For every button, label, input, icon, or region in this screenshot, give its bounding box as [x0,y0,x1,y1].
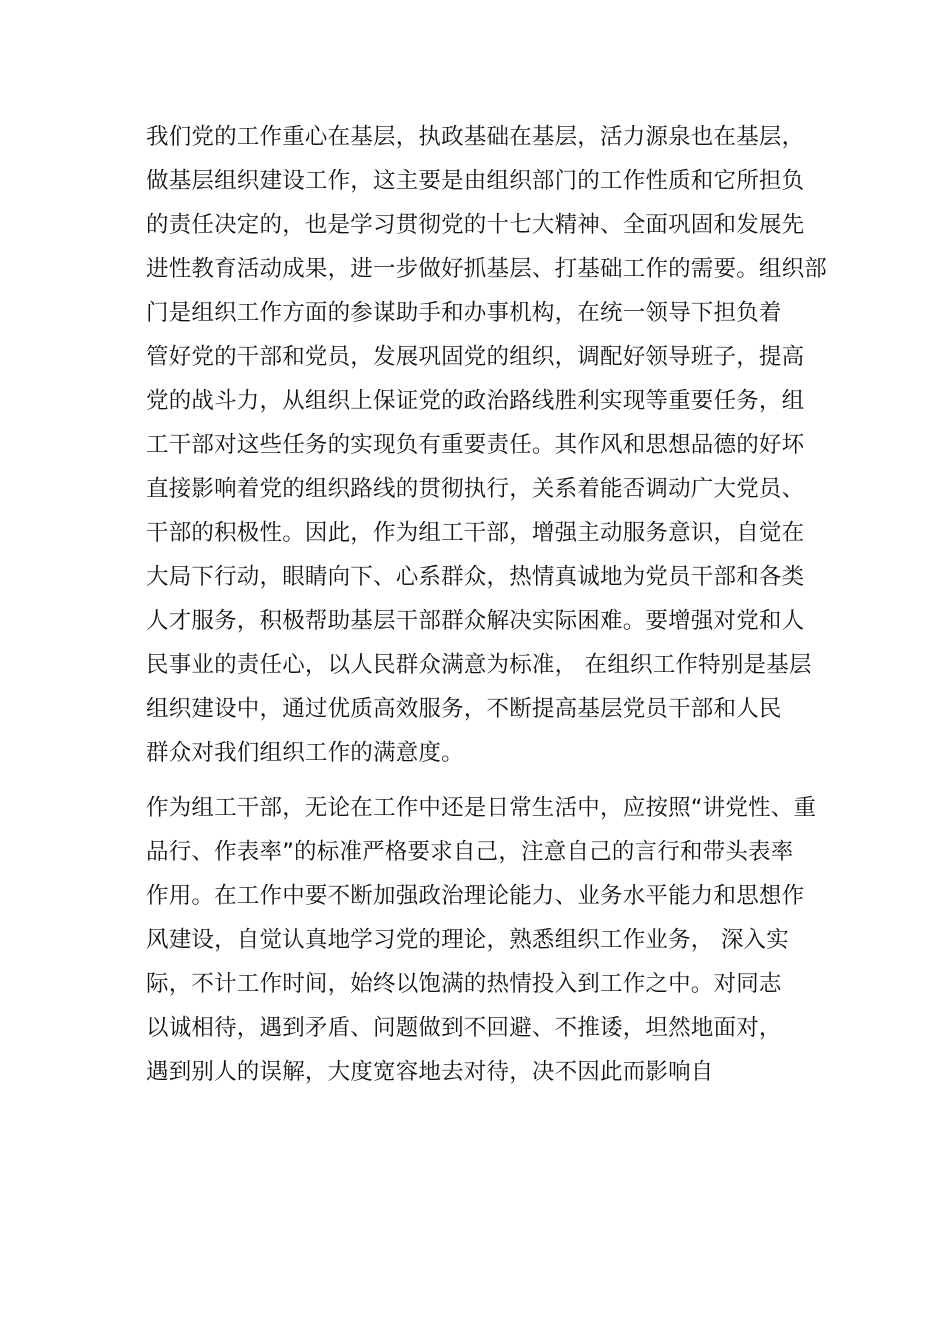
text-line: 际，不计工作时间，始终以饱满的热情投入到工作之中。对同志 [146,971,782,997]
text-line: 工干部对这些任务的实现负有重要责任。其作风和思想品德的好坏 [146,432,805,458]
text-line: 人才服务，积极帮助基层干部群众解决实际困难。要增强对党和人 [146,608,805,634]
paragraph-2 [146,786,826,1094]
text-line: 我们党的工作重心在基层，执政基础在基层，活力源泉也在基层， [146,124,805,150]
text-line: 遇到别人的误解，大度宽容地去对待，决不因此而影响自 [146,1059,714,1085]
text-line: 党的战斗力，从组织上保证党的政治路线胜利实现等重要任务，组 [146,388,805,414]
text-line: 群众对我们组织工作的满意度。 [146,740,464,766]
text-line: 的责任决定的，也是学习贯彻党的十七大精神、全面巩固和发展先 [146,212,805,238]
text-line: 品行、作表率”的标准严格要求自己，注意自己的言行和带头表率 [146,839,794,865]
text-line: 干部的积极性。因此，作为组工干部，增强主动服务意识，自觉在 [146,520,805,546]
text-line: 作为组工干部，无论在工作中还是日常生活中，应按照“讲党性、重 [146,795,817,821]
text-line: 风建设，自觉认真地学习党的理论，熟悉组织工作业务， 深入实 [146,927,789,953]
text-line: 门是组织工作方面的参谋助手和办事机构，在统一领导下担负着 [146,300,782,326]
text-line: 管好党的干部和党员，发展巩固党的组织，调配好领导班子，提高 [146,344,805,370]
text-line: 进性教育活动成果，进一步做好抓基层、打基础工作的需要。组织部 [146,256,828,282]
text-line: 民事业的责任心，以人民群众满意为标准， 在组织工作特别是基层 [146,652,812,678]
text-line: 作用。在工作中要不断加强政治理论能力、业务水平能力和思想作 [146,883,805,909]
text-line: 大局下行动，眼睛向下、心系群众，热情真诚地为党员干部和各类 [146,564,805,590]
text-line: 做基层组织建设工作，这主要是由组织部门的工作性质和它所担负 [146,168,805,194]
text-line: 直接影响着党的组织路线的贯彻执行，关系着能否调动广大党员、 [146,476,805,502]
text-line: 以诚相待，遇到矛盾、问题做到不回避、不推诿，坦然地面对， [146,1015,782,1041]
text-line: 组织建设中，通过优质高效服务，不断提高基层党员干部和人民 [146,696,782,722]
paragraph-1 [146,115,826,775]
